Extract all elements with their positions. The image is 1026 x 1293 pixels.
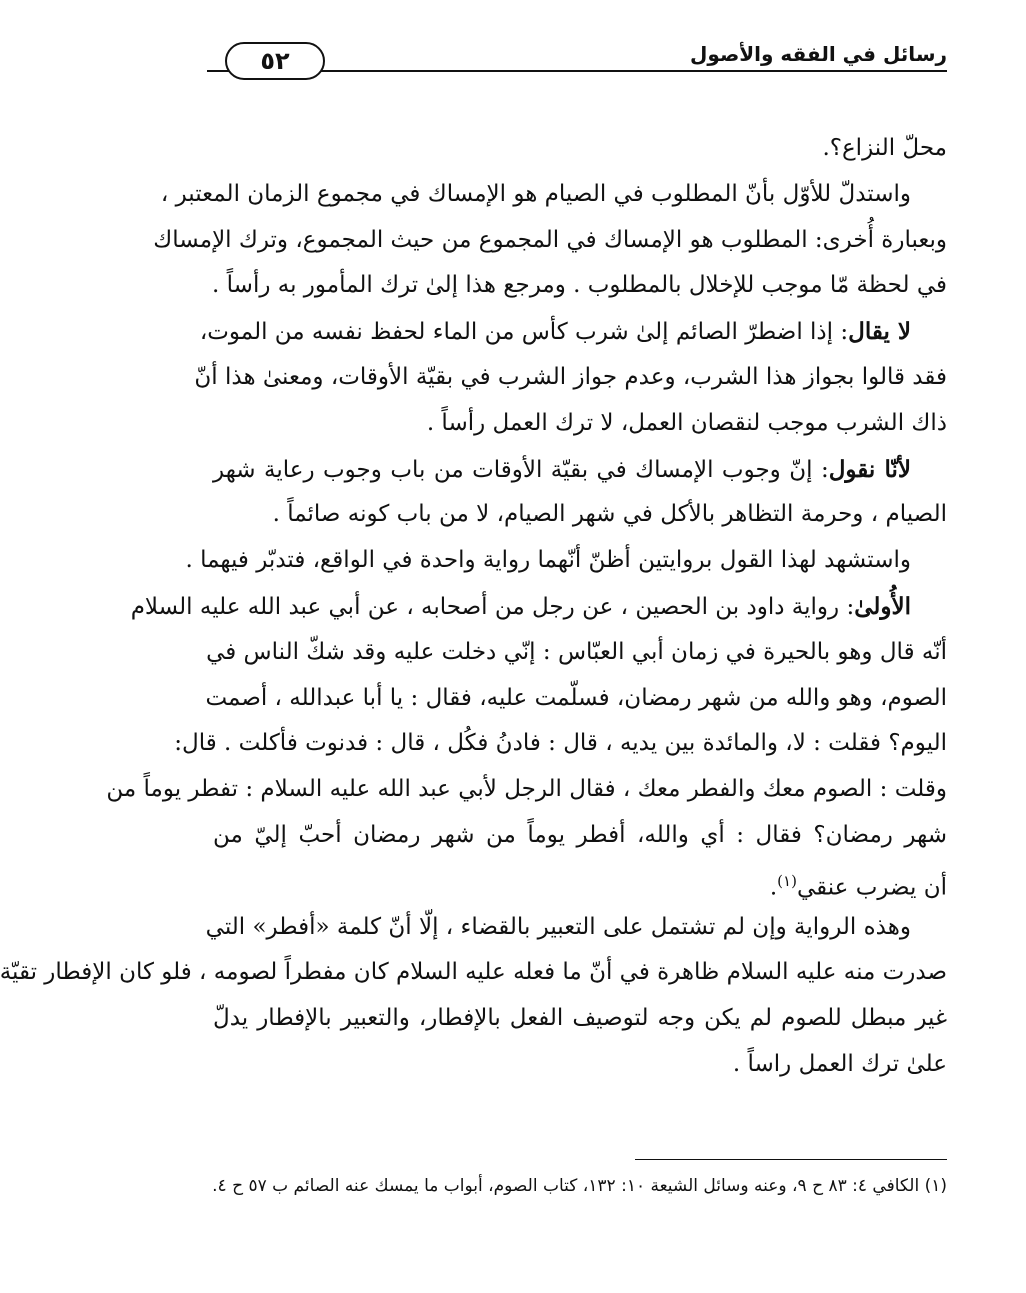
text-line [213,1042,947,1088]
line-text: : رواية داود بن الحصين ، عن رجل من أصحابه ، عن أبي عبد الله عليه السلام [130,593,855,620]
text-line [194,355,947,401]
line-text: واستدلّ للأوّل بأنّ المطلوب في الصيام هو الإمساك في مجموع الزمان المعتبر ، [160,180,911,207]
text-line [130,584,947,630]
text-line [153,218,947,264]
line-text: أن يضرب عنقي [796,874,947,901]
line-text: ذاك الشرب موجب لنقصان العمل، لا ترك العمل رأساً . [426,409,947,436]
text-line [213,447,947,493]
line-text: : إذا اضطرّ الصائم إلىٰ شرب كأس من الماء لحفظ نفسه من الموت، [199,319,849,346]
lead-term: الأُولىٰ [854,592,911,620]
line-text: الصيام ، وحرمة التظاهر بالأكل في شهر الصيام، لا من باب كونه صائماً . [272,501,947,528]
text-line [185,538,947,584]
footnote: (١) الكافي ٤: ٨٣ ح ٩، وعنه وسائل الشيعة ١٠: ١٣٢، كتاب الصوم، أبواب ما يمسك عنه الصائم ب ٥٧ ح ٤. [212,1176,947,1196]
text-line [213,996,947,1042]
body-text [0,126,947,1088]
line-text: محلّ النزاع؟. [822,135,947,161]
line-text: واستشهد لهذا القول بروايتين أظنّ أنّهما رواية واحدة في الواقع، فتدبّر فيهما . [185,547,911,574]
line-text: غير مبطل للصوم لم يكن وجه لتوصيف الفعل بالإفطار، والتعبير بالإفطار يدلّ [213,1005,947,1032]
line-text: فقد قالوا بجواز هذا الشرب، وعدم جواز الشرب في بقيّة الأوقات، ومعنىٰ هذا أنّ [194,363,947,390]
text-line [206,630,947,676]
text-line [213,859,947,905]
line-text: وبعبارة أُخرى: المطلوب هو الإمساك في المجموع من حيث المجموع، وترك الإمساك [153,226,947,253]
running-title: رسائل في الفقه والأصول [682,42,947,66]
line-text: في لحظة مّا موجب للإخلال بالمطلوب . ومرجع هذا إلىٰ ترك المأمور به رأساً . [212,272,947,299]
text-line [0,950,947,996]
text-line [213,813,947,859]
line-text: وقلت : الصوم معك والفطر معك ، فقال الرجل لأبي عبد الله عليه السلام : تفطر يوماً من [106,776,947,803]
lead-term: لا يقال [848,318,911,346]
text-line [199,309,947,355]
lead-term: لأنّا نقول [828,455,911,483]
footnote-marker: (١) [777,871,797,890]
text-line [205,676,947,722]
line-text: وهذه الرواية وإن لم تشتمل على التعبير بالقضاء ، إلّا أنّ كلمة «أفطر» التي [205,913,911,940]
line-text: : إنّ وجوب الإمساك في بقيّة الأوقات من باب وجوب رعاية شهر [213,456,829,483]
line-text: أنّه قال وهو بالحيرة في زمان أبي العبّاس : إنّي دخلت عليه وقد شكّ الناس في [206,638,947,665]
line-text: الصوم، وهو والله من شهر رمضان، فسلّمت عليه، فقال : يا أبا عبدالله ، أصمت [205,684,947,711]
line-text: علىٰ ترك العمل راساً . [732,1050,947,1077]
page-number: ٥٢ [260,47,290,75]
line-text: صدرت منه عليه السلام ظاهرة في أنّ ما فعله عليه السلام كان مفطراً لصومه ، فلو كان الإفطار تقيّة [0,959,947,986]
line-text: شهر رمضان؟ فقال : أي والله، أفطر يوماً من شهر رمضان أحبّ إليّ من [213,821,947,848]
text-line [213,263,947,309]
text-line [213,492,947,538]
line-tail: . [769,874,778,901]
page-header [207,40,947,80]
text-line [106,767,947,813]
text-line [213,126,947,172]
text-line [205,905,947,951]
page-number-badge [225,42,325,80]
line-text: اليوم؟ فقلت : لا، والمائدة بين يديه ، قال : فادنُ فكُل ، قال : فدنوت فأكلت . قال: [174,730,947,757]
text-line [213,401,947,447]
text-line [160,172,947,218]
text-line [174,721,947,767]
footnote-rule [635,1159,947,1160]
